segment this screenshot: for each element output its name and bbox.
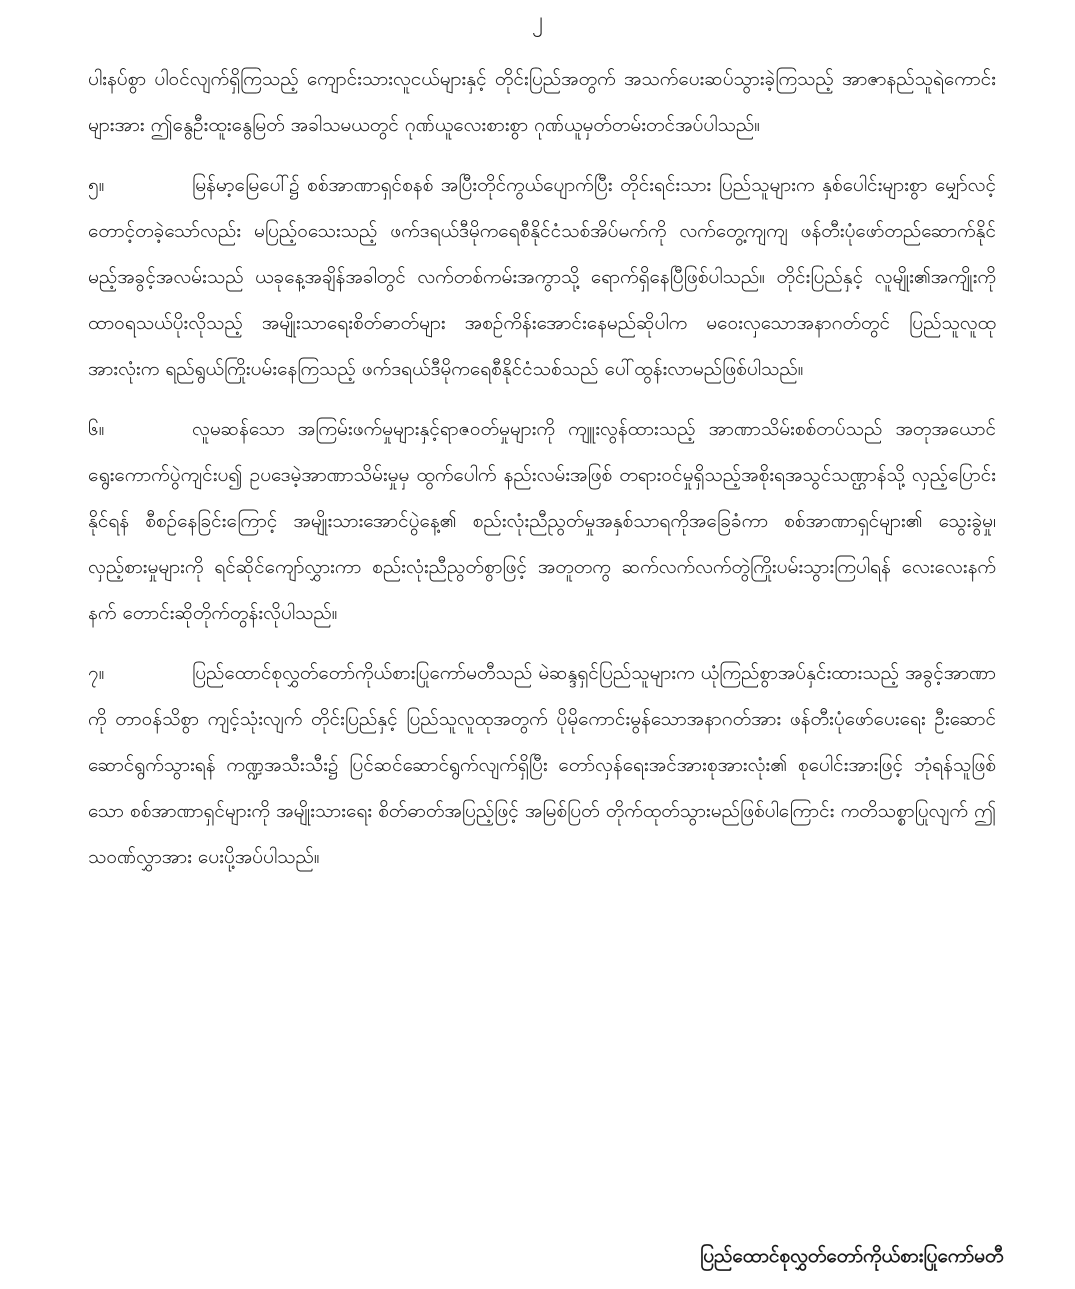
page-number: ၂ xyxy=(532,8,543,33)
paragraph-5 xyxy=(88,162,996,392)
paragraph-text: ပါးနပ်စွာ ပါဝင်လျက်ရှိကြသည့် ကျောင်းသားလူငယ်များနှင့် တိုင်းပြည်အတွက် အသက်ပေးဆပ်သွားခဲ့ကြသည့် အာဇာနည်သူရဲကောင်းများအား ဤနွေဦးထူးနွေမြတ် အခါသမယတွင် ဂုဏ်ယူလေးစားစွာ ဂုဏ်ယူမှတ်တမ်းတင်အပ်ပါသည်။ xyxy=(88,68,996,136)
paragraph-text: ပြည်ထောင်စုလွှတ်တော်ကိုယ်စားပြုကော်မတီသည် မဲဆန္ဒရှင်ပြည်သူများက ယုံကြည်စွာအပ်နှင်းထားသည့် အခွင့်အာဏာကို တာဝန်သိစွာ ကျင့်သုံးလျက် တိုင်းပြည်နှင့် ပြည်သူလူထုအတွက် ပိုမိုကောင်းမွန်သောအနာဂတ်အား ဖန်တီးပုံဖော်ပေးရေး ဦးဆောင် ဆောင်ရွက်သွားရန် ကဏ္ဍအသီးသီး၌ ပြင်ဆင်ဆောင်ရွက်လျက်ရှိပြီး တော်လှန်ရေးအင်အားစုအားလုံး၏ စုပေါင်းအားဖြင့် ဘုံရန်သူဖြစ်သော စစ်အာဏာရှင်များကို အမျိုးသားရေး စိတ်ဓာတ်အပြည့်ဖြင့် အမြစ်ပြတ် တိုက်ထုတ်သွားမည်ဖြစ်ပါကြောင်း ကတိသစ္စာပြုလျက် ဤသဝဏ်လွှာအား ပေးပို့အပ်ပါသည်။ xyxy=(88,662,996,868)
paragraph-continued xyxy=(88,56,996,148)
paragraph-7 xyxy=(88,650,996,880)
document-body xyxy=(88,56,996,894)
paragraph-6 xyxy=(88,406,996,636)
paragraph-text: လူမဆန်သော အကြမ်းဖက်မှုများနှင့်ရာဇဝတ်မှုများကို ကျူးလွန်ထားသည့် အာဏာသိမ်းစစ်တပ်သည် အတုအယောင်ရွေးကောက်ပွဲကျင်းပ၍ ဥပဒေမဲ့အာဏာသိမ်းမှုမှ ထွက်ပေါက် နည်းလမ်းအဖြစ် တရားဝင်မှုရှိသည့်အစိုးရအသွင်သဏ္ဌာန်သို့ လှည့်ပြောင်းနိုင်ရန် စီစဉ်နေခြင်းကြောင့် အမျိုးသားအောင်ပွဲနေ့၏ စည်းလုံးညီညွတ်မှုအနှစ်သာရကိုအခြေခံကာ စစ်အာဏာရှင်များ၏ သွေးခွဲမှု၊ လှည့်စားမှုများကို ရင်ဆိုင်ကျော်လွှားကာ စည်းလုံးညီညွတ်စွာဖြင့် အတူတကွ ဆက်လက်လက်တွဲကြိုးပမ်းသွားကြပါရန် လေးလေးနက်နက် တောင်းဆိုတိုက်တွန်းလိုပါသည်။ xyxy=(88,418,996,624)
paragraph-number: ၇။ xyxy=(88,662,105,684)
paragraph-number: ၅။ xyxy=(88,174,105,196)
paragraph-text: မြန်မာ့မြေပေါ်၌ စစ်အာဏာရှင်စနစ် အပြီးတိုင်ကွယ်ပျောက်ပြီး တိုင်းရင်းသား ပြည်သူများက နှစ်ပေါင်းများစွာ မျှော်လင့်တောင့်တခဲ့သော်လည်း မပြည့်ဝသေးသည့် ဖက်ဒရယ်ဒီမိုကရေစီနိုင်ငံသစ်အိပ်မက်ကို လက်တွေ့ကျကျ ဖန်တီးပုံဖော်တည်ဆောက်နိုင်မည့်အခွင့်အလမ်းသည် ယခုနေ့အချိန်အခါတွင် လက်တစ်ကမ်းအကွာသို့ ရောက်ရှိနေပြီဖြစ်ပါသည်။ တိုင်းပြည်နှင့် လူမျိုး၏အကျိုးကို ထာဝရသယ်ပိုးလိုသည့် အမျိုးသာရေးစိတ်ဓာတ်များ အစဉ်ကိန်းအောင်းနေမည်ဆိုပါက မဝေးလှသောအနာဂတ်တွင် ပြည်သူလူထုအားလုံးက ရည်ရွယ်ကြိုးပမ်းနေကြသည့် ဖက်ဒရယ်ဒီမိုကရေစီနိုင်ငံသစ်သည် ပေါ်ထွန်းလာမည်ဖြစ်ပါသည်။ xyxy=(88,174,996,380)
signature-committee-name: ပြည်ထောင်စုလွှတ်တော်ကိုယ်စားပြုကော်မတီ xyxy=(700,1245,1004,1267)
paragraph-number: ၆။ xyxy=(88,418,105,440)
